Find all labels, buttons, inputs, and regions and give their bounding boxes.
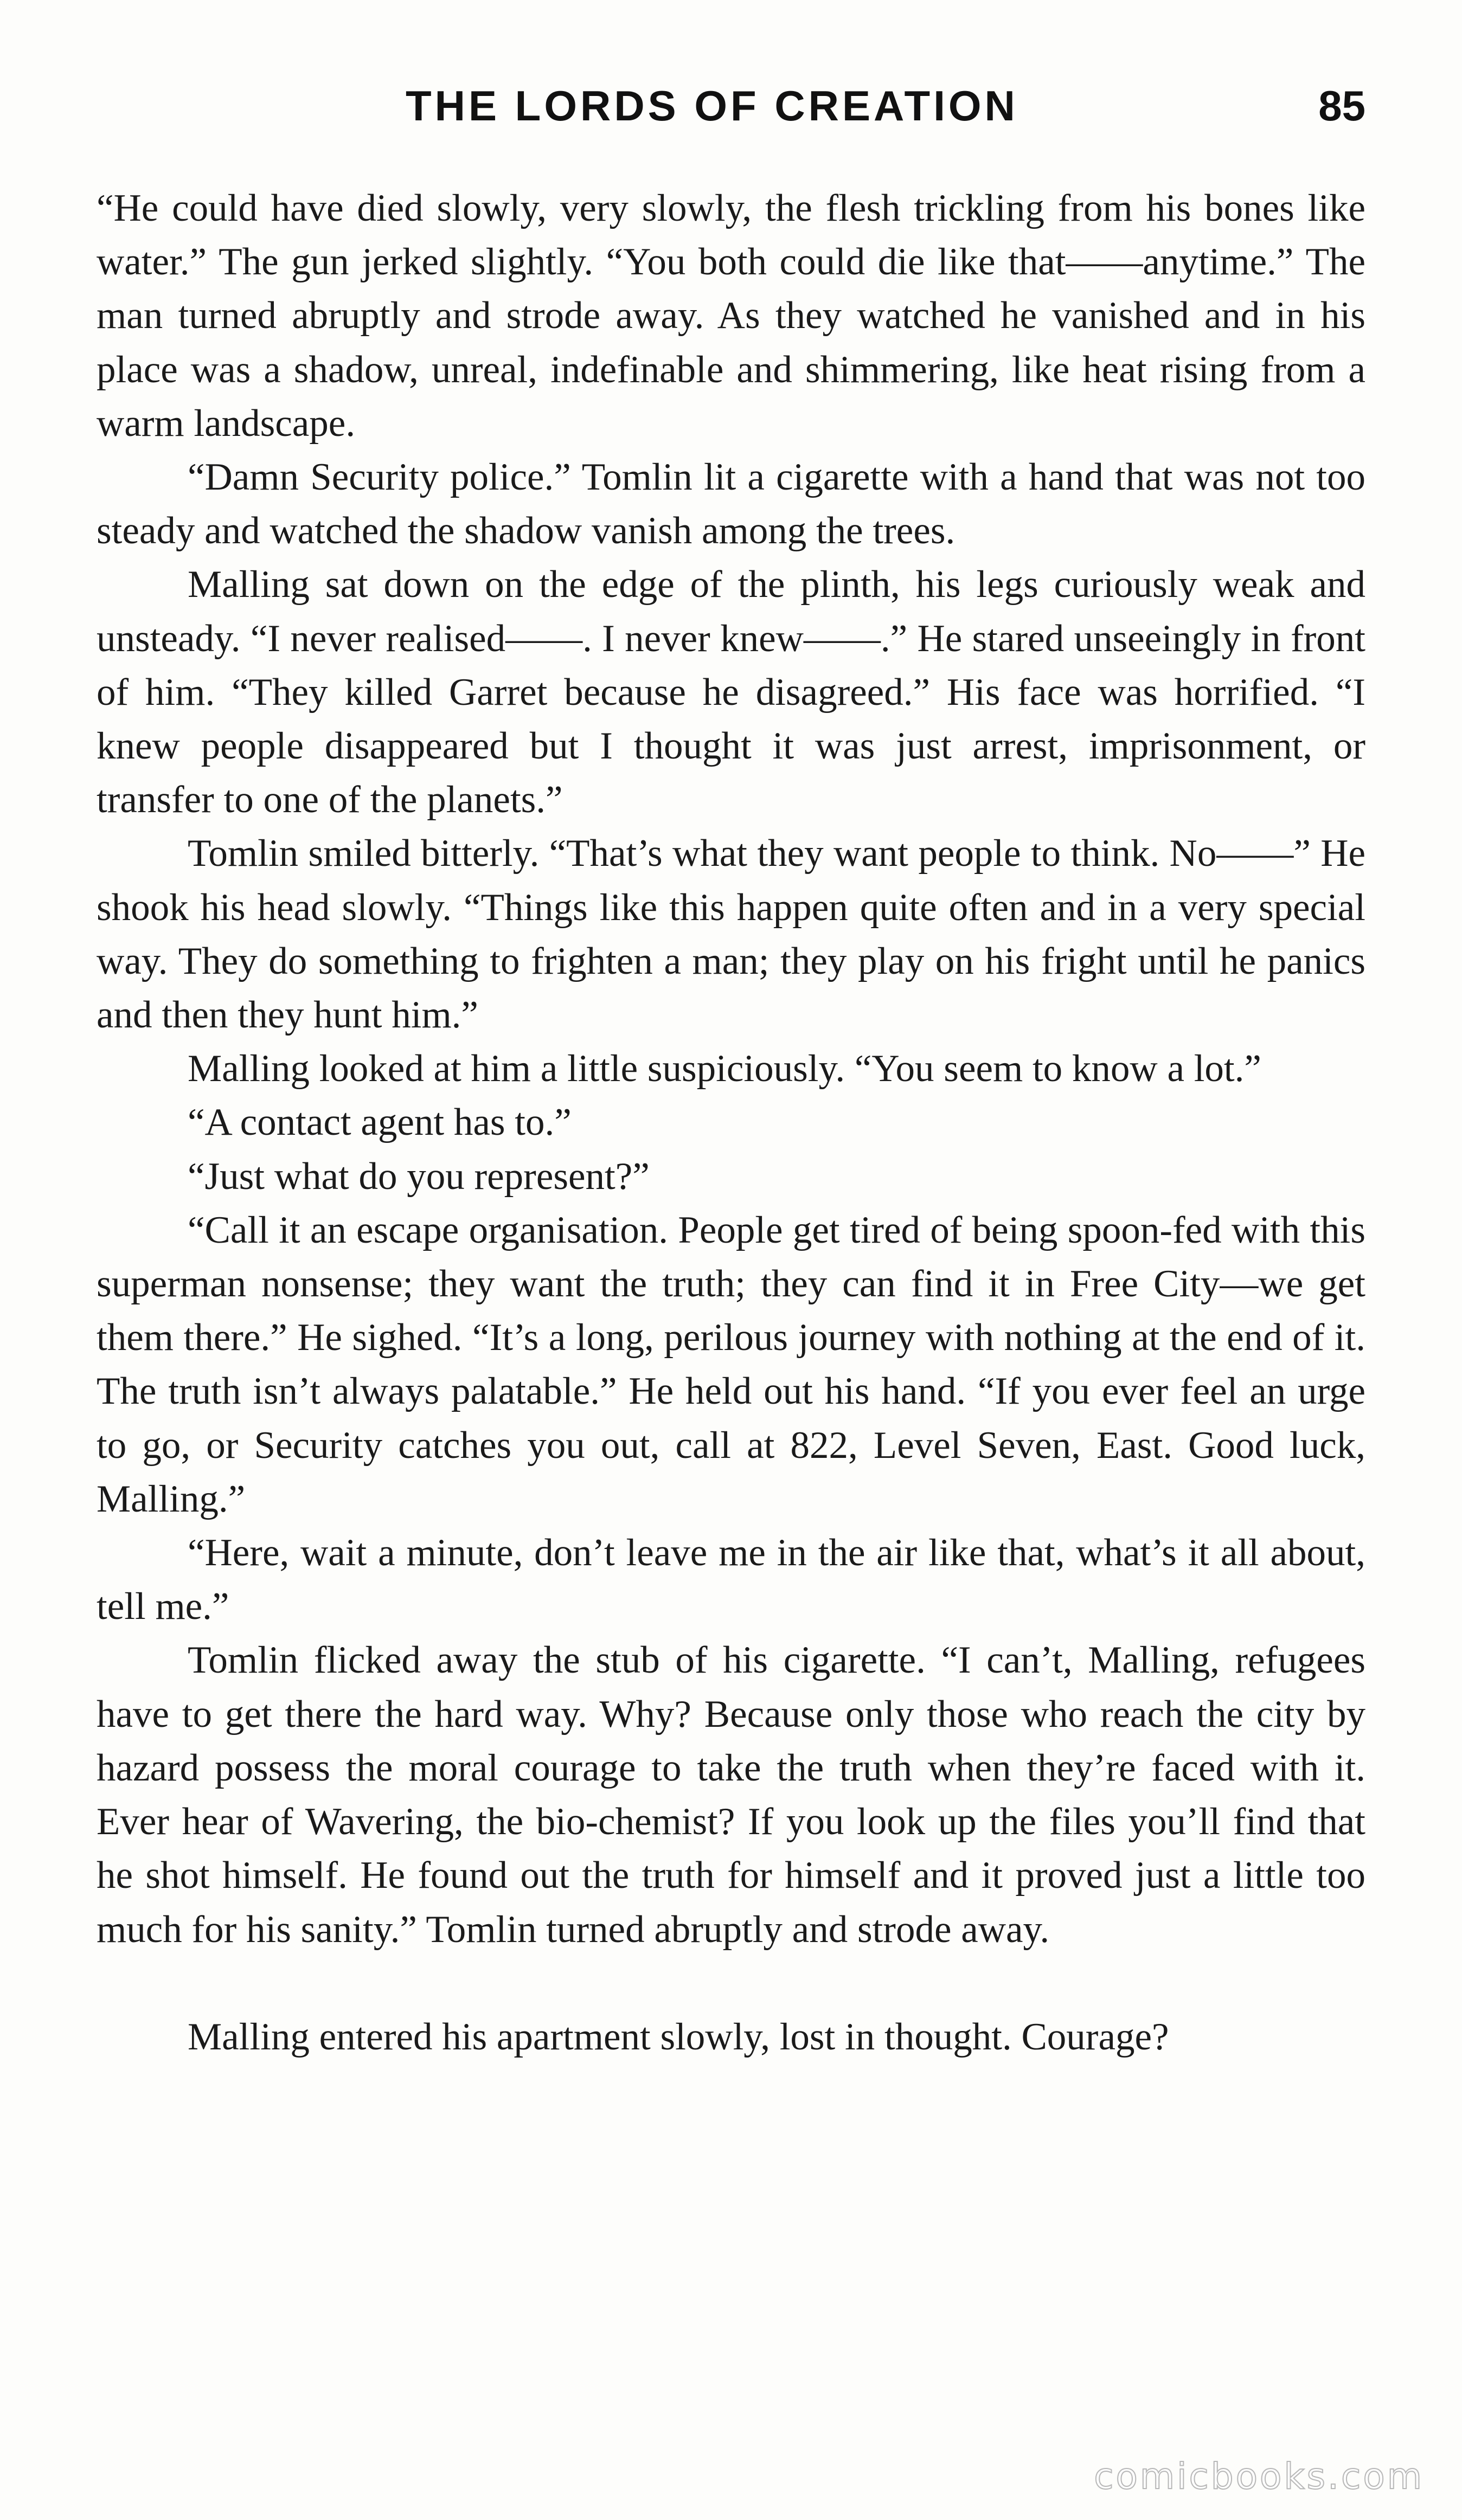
paragraph: Malling sat down on the edge of the plinth, his legs curiously weak and unsteady. “I never realised——. I never knew——.” He stared unseeingly in front of him. “They killed Garret because he disagreed.” His face was horrified. “I knew people disappeared but I thought it was just arrest, imprisonment, or transfer to one of the planets.” — [97, 563, 1365, 821]
paragraph: “He could have died slowly, very slowly, the flesh trickling from his bones like water.” The gun jerked slightly. “You both could die like that——anytime.” The man turned abruptly and strode away. As they watched he vanished and in his place was a shadow, unreal, indefinable and shimmering, like heat rising from a warm landscape. — [97, 187, 1365, 445]
body-text — [97, 182, 1365, 2064]
paragraph: “Damn Security police.” Tomlin lit a cigarette with a hand that was not too steady and watched the shadow vanish among the trees. — [97, 456, 1365, 552]
final-paragraph: Malling entered his apartment slowly, lost in thought. Courage? — [188, 2015, 1169, 2058]
paragraph: Malling looked at him a little suspiciously. “You seem to know a lot.” — [188, 1047, 1261, 1090]
watermark: comicbooks.com — [1094, 2455, 1424, 2497]
paragraph: “Call it an escape organisation. People get tired of being spoon-fed with this superman nonsense; they want the truth; they can find it in Free City—we get them there.” He sighed. “It’s a long, perilous journey with nothing at the end of it. The truth isn’t always palatable.” He held out his hand. “If you ever feel an urge to go, or Security catches you out, call at 822, Level Seven, East. Good luck, Malling.” — [97, 1208, 1365, 1520]
page-number: 85 — [1318, 82, 1365, 130]
running-head: THE LORDS OF CREATION — [406, 82, 1018, 130]
paragraph: Tomlin smiled bitterly. “That’s what they want people to think. No——” He shook his head slowly. “Things like this happen quite often and in a very special way. They do something to frighten a man; they play on his fright until he panics and then they hunt him.” — [97, 832, 1365, 1037]
paragraph: “A contact agent has to.” — [188, 1101, 572, 1144]
paragraph: Tomlin flicked away the stub of his cigarette. “I can’t, Malling, refugees have to get there the hard way. Why? Because only those who reach the city by hazard possess the moral courage to take the truth when they’re faced with it. Ever hear of Wavering, the bio-chemist? If you look up the files you’ll find that he shot himself. He found out the truth for himself and it proved just a little too much for his sanity.” Tomlin turned abruptly and strode away. — [97, 1639, 1365, 1951]
section-break — [97, 1957, 1365, 2010]
paragraph: “Just what do you represent?” — [188, 1155, 650, 1198]
paragraph: “Here, wait a minute, don’t leave me in the air like that, what’s it all about, tell me.” — [97, 1532, 1365, 1628]
page-header — [97, 81, 1365, 141]
